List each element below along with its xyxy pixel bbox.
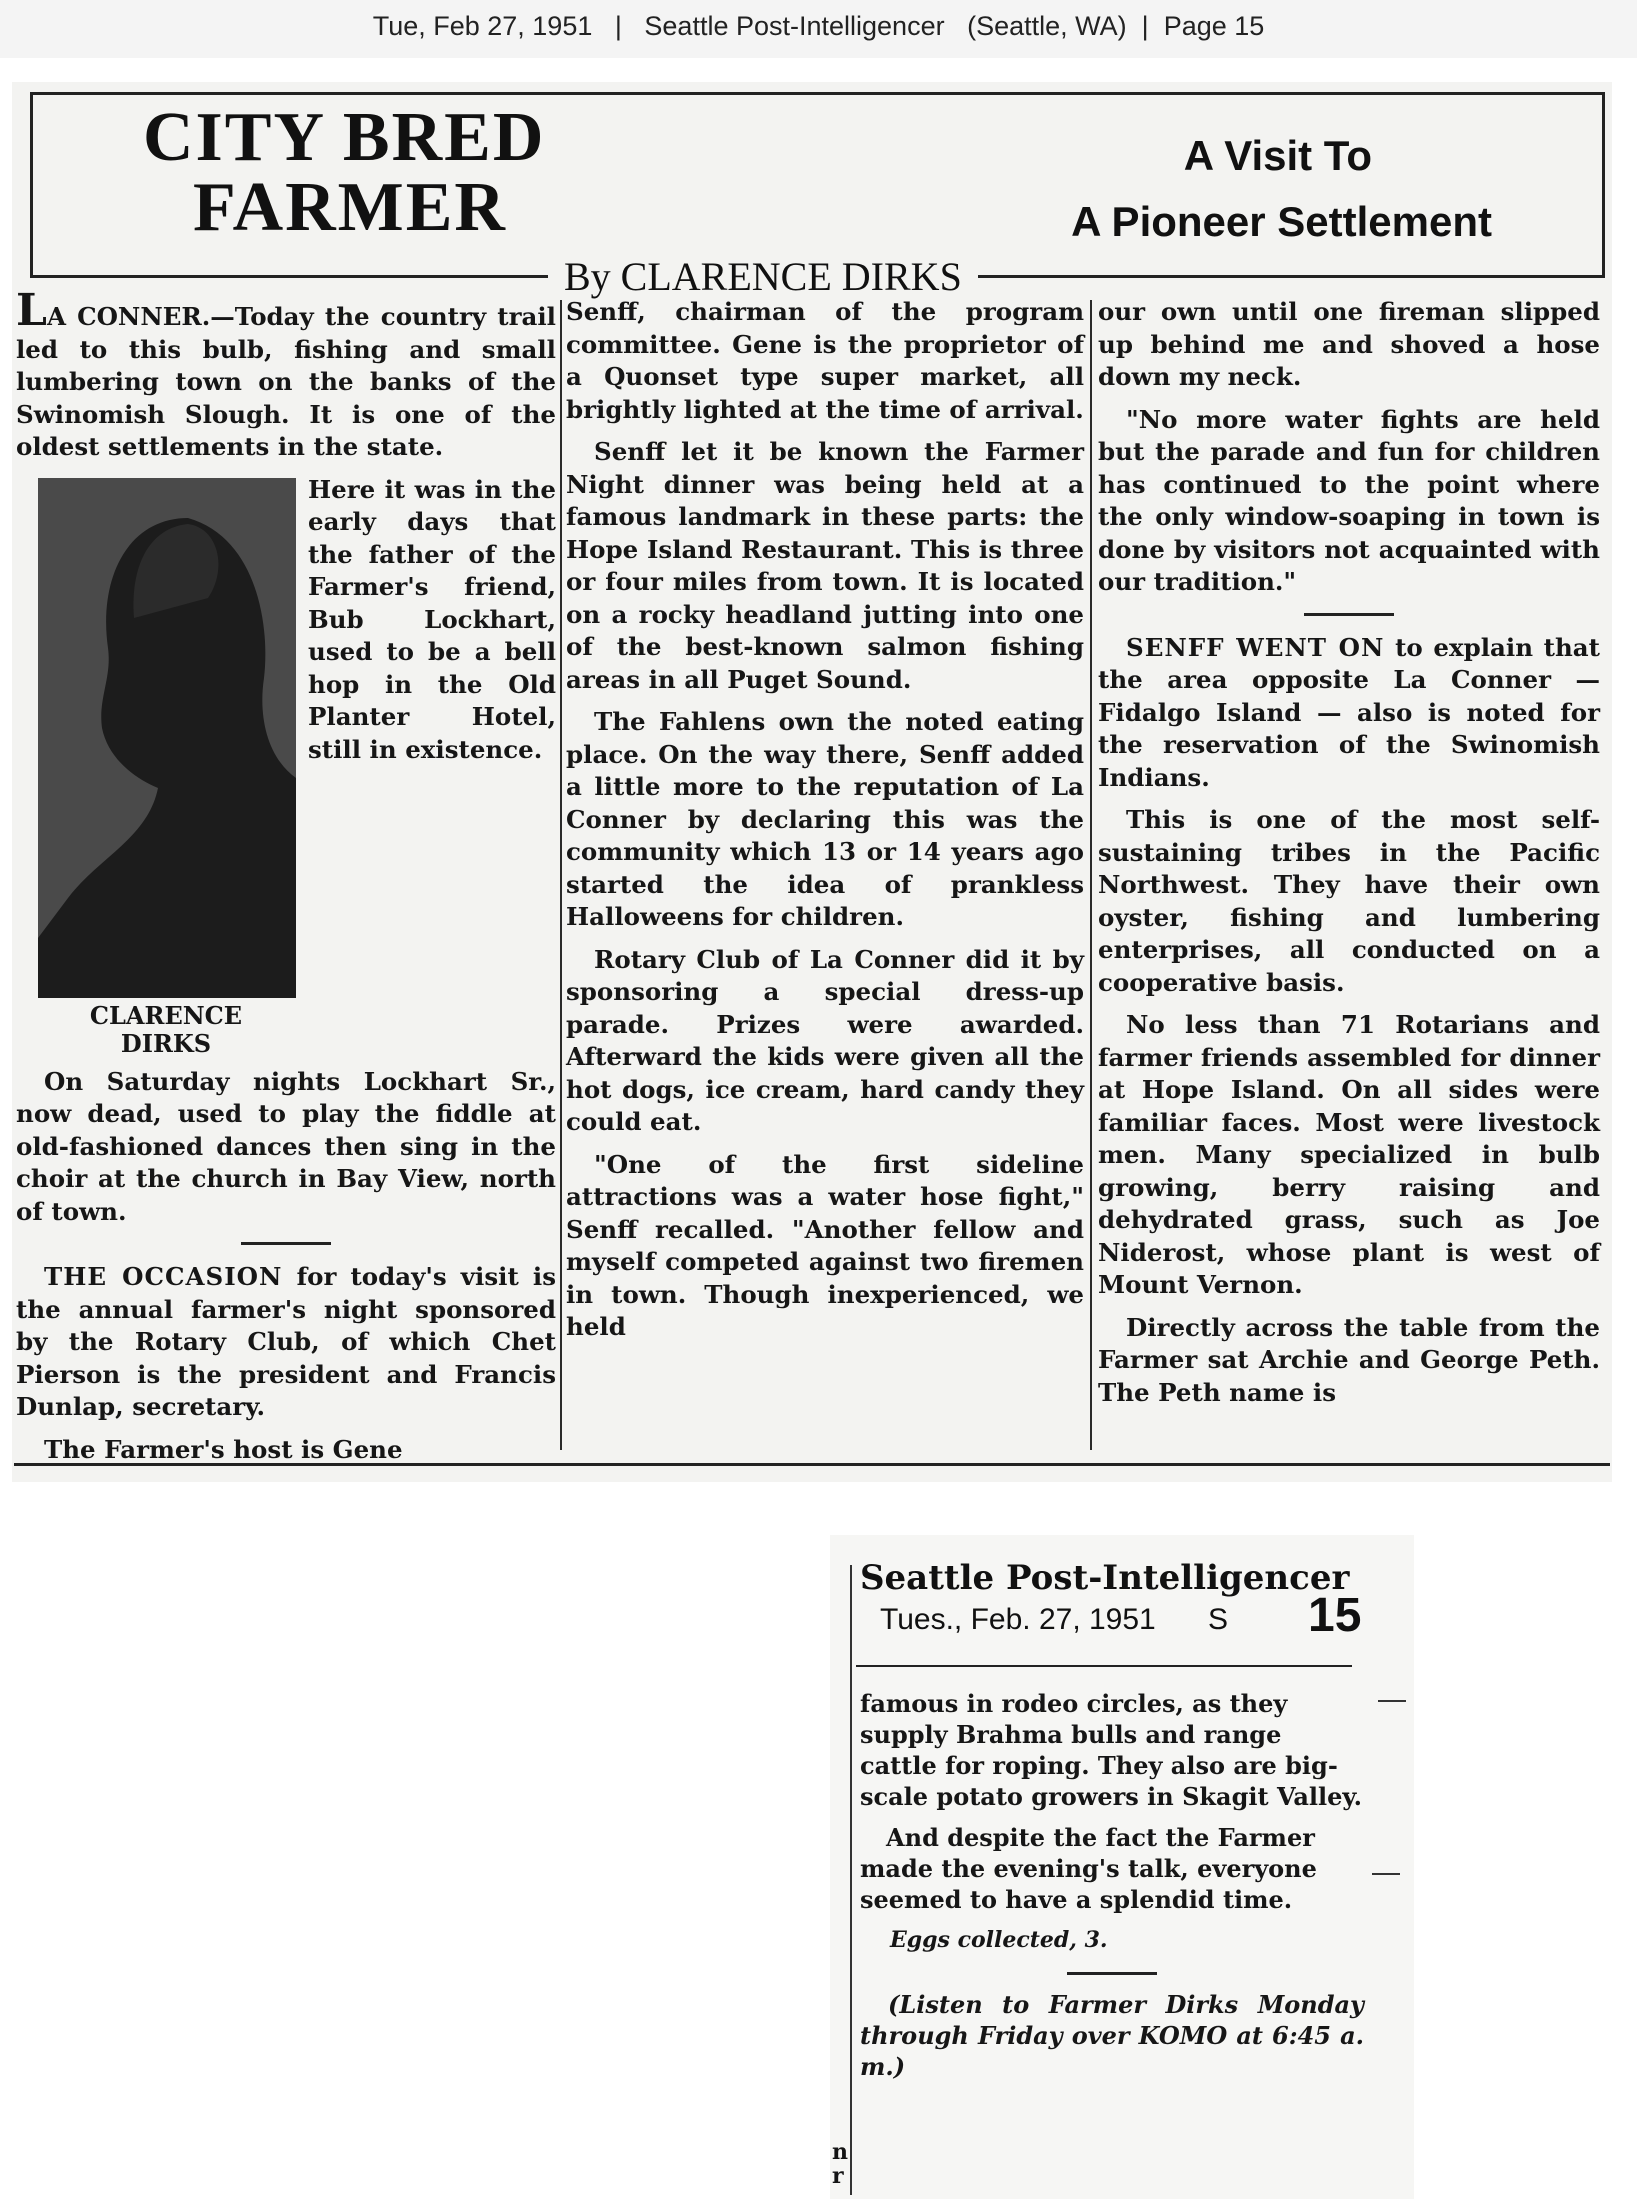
headline bbox=[143, 99, 546, 246]
paragraph: "One of the first sideline attractions was a water hose fight," Senff recalled. "Another fellow and myself competed against two firemen in town. Though inexperienced, we held bbox=[566, 1149, 1084, 1341]
paragraph: Senff, chairman of the program committee. Gene is the proprietor of a Quonset type super market, all brightly lighted at the time of arrival. bbox=[566, 297, 1084, 424]
header-location: (Seattle, WA) bbox=[967, 11, 1127, 41]
section-lead: SENFF WENT ON bbox=[1126, 632, 1385, 662]
eggs-collected-note: Eggs collected, 3. bbox=[890, 1927, 1108, 1953]
section-divider bbox=[241, 1242, 331, 1245]
radio-listen-note: (Listen to Farmer Dirks Monday through Friday over KOMO at 6:45 a. m.) bbox=[860, 1990, 1364, 2081]
paragraph: Senff let it be known the Farmer Night dinner was being held at a famous landmark in these parts: the Hope Island Restaurant. This is three or four miles from town. It is located on a rocky headland jutting into one of the best-known salmon fishing areas in all Puget Sound. bbox=[566, 437, 1084, 694]
headline-banner bbox=[30, 92, 1605, 278]
paragraph: famous in rodeo circles, as they supply Brahma bulls and range cattle for roping. They also are big-scale potato growers in Skagit Valley. bbox=[860, 1689, 1362, 1811]
section-lead: THE OCCASION bbox=[44, 1262, 283, 1291]
paragraph-text: for today's visit is the annual farmer's night sponsored by the Rotary Club, of which Chet Pierson is the president and Francis Dunlap, secretary. bbox=[16, 1262, 556, 1421]
dropcap-letter: L bbox=[16, 285, 47, 336]
photo-caption-line-2: DIRKS bbox=[120, 1028, 212, 1058]
subheadline bbox=[1071, 123, 1492, 255]
continuation-column bbox=[860, 1688, 1364, 2092]
continuation-left-rule bbox=[850, 1565, 852, 2195]
subheadline-line-1: A Visit To bbox=[1183, 132, 1372, 179]
paragraph: On Saturday nights Lockhart Sr., now dead, used to play the fiddle at old-fashioned dances then sing in the choir at the church in Bay View, north of town. bbox=[16, 1066, 556, 1226]
paragraph: Rotary Club of La Conner did it by sponsoring a special dress-up parade. Prizes were awarded. Afterward the kids were given all the hot dogs, ice cream, hard candy they could eat. bbox=[566, 944, 1084, 1136]
article-column-2 bbox=[566, 296, 1084, 1456]
paragraph: The Fahlens own the noted eating place. On the way there, Senff added a little more to the reputation of La Conner by declaring this was the community which 13 or 14 years ago started the idea of prankless Halloweens for children. bbox=[566, 707, 1084, 931]
paragraph: "No more water fights are held but the parade and fun for children has continued to the point where the only window-soaping in town is done by visitors not acquainted with our tradition." bbox=[1098, 404, 1600, 596]
paragraph: And despite the fact the Farmer made the evening's talk, everyone seemed to have a splendid time. bbox=[860, 1823, 1317, 1914]
article-column-3 bbox=[1098, 296, 1600, 1456]
column-rule-2 bbox=[1090, 300, 1092, 1450]
continuation-date: Tues., Feb. 27, 1951 bbox=[880, 1603, 1156, 1636]
header-date: Tue, Feb 27, 1951 bbox=[372, 11, 593, 41]
header-separator-2: | bbox=[1141, 11, 1149, 41]
column-rule-1 bbox=[560, 300, 562, 1450]
portrait-silhouette-icon bbox=[38, 478, 296, 998]
paragraph-text: to explain that the area opposite La Conner — Fidalgo Island — also is noted for the reservation of the Swinomish Indians. bbox=[1098, 632, 1600, 792]
continuation-header-rule bbox=[856, 1665, 1352, 1667]
headline-line-2: FARMER bbox=[193, 169, 507, 246]
margin-tick bbox=[1372, 1873, 1400, 1875]
paragraph: Here it was in the early days that the father of the Farmer's friend, Bub Lockhart, used to be a bell hop in the Old Planter Hotel, still in existence. bbox=[308, 474, 556, 764]
paragraph: Directly across the table from the Farmer sat Archie and George Peth. The Peth name is bbox=[1098, 1312, 1600, 1407]
margin-tick bbox=[1378, 1700, 1406, 1702]
continuation-masthead: Seattle Post-Intelligencer bbox=[860, 1558, 1350, 1598]
paragraph: The Farmer's host is Gene bbox=[44, 1434, 403, 1464]
section-divider bbox=[1304, 613, 1394, 616]
paragraph: No less than 71 Rotarians and farmer friends assembled for dinner at Hope Island. On all sides were familiar faces. Most were livestock men. Many specialized in bulb growing, berry raising and dehydrated grass, such as Joe Niderost, whose plant is west of Mount Vernon. bbox=[1098, 1010, 1600, 1299]
article-bottom-rule bbox=[14, 1463, 1610, 1466]
article-column-1 bbox=[16, 285, 556, 1464]
byline: By CLARENCE DIRKS bbox=[548, 252, 978, 302]
photo-caption-line-1: CLARENCE bbox=[89, 1000, 243, 1030]
continuation-dateline bbox=[880, 1589, 1380, 1642]
paragraph bbox=[16, 285, 556, 464]
margin-letters: n r bbox=[832, 2139, 848, 2189]
section-divider bbox=[1067, 1972, 1157, 1975]
photo-caption bbox=[16, 1002, 316, 1058]
continuation-page-number: 15 bbox=[1308, 1589, 1362, 1642]
author-portrait bbox=[38, 478, 296, 998]
paragraph bbox=[16, 1261, 556, 1424]
header-separator: | bbox=[614, 11, 622, 41]
paragraph: our own until one fireman slipped up behind me and shoved a hose down my neck. bbox=[1098, 297, 1600, 391]
source-header bbox=[0, 0, 1637, 58]
header-publication: Seattle Post-Intelligencer bbox=[644, 11, 945, 41]
paragraph: This is one of the most self-sustaining tribes in the Pacific Northwest. They have their own oyster, fishing and lumbering enterprises, all conducted on a cooperative basis. bbox=[1098, 805, 1600, 997]
continuation-section: S bbox=[1208, 1603, 1229, 1636]
subheadline-line-2: A Pioneer Settlement bbox=[1071, 198, 1492, 245]
headline-line-1: CITY BRED bbox=[143, 99, 546, 176]
paragraph bbox=[1098, 632, 1600, 795]
paragraph-text: A CONNER.—Today the country trail led to this bulb, fishing and small lumbering town on the banks of the Swinomish Slough. It is one of the oldest settlements in the state. bbox=[16, 302, 556, 461]
header-page-label: Page 15 bbox=[1163, 11, 1265, 41]
